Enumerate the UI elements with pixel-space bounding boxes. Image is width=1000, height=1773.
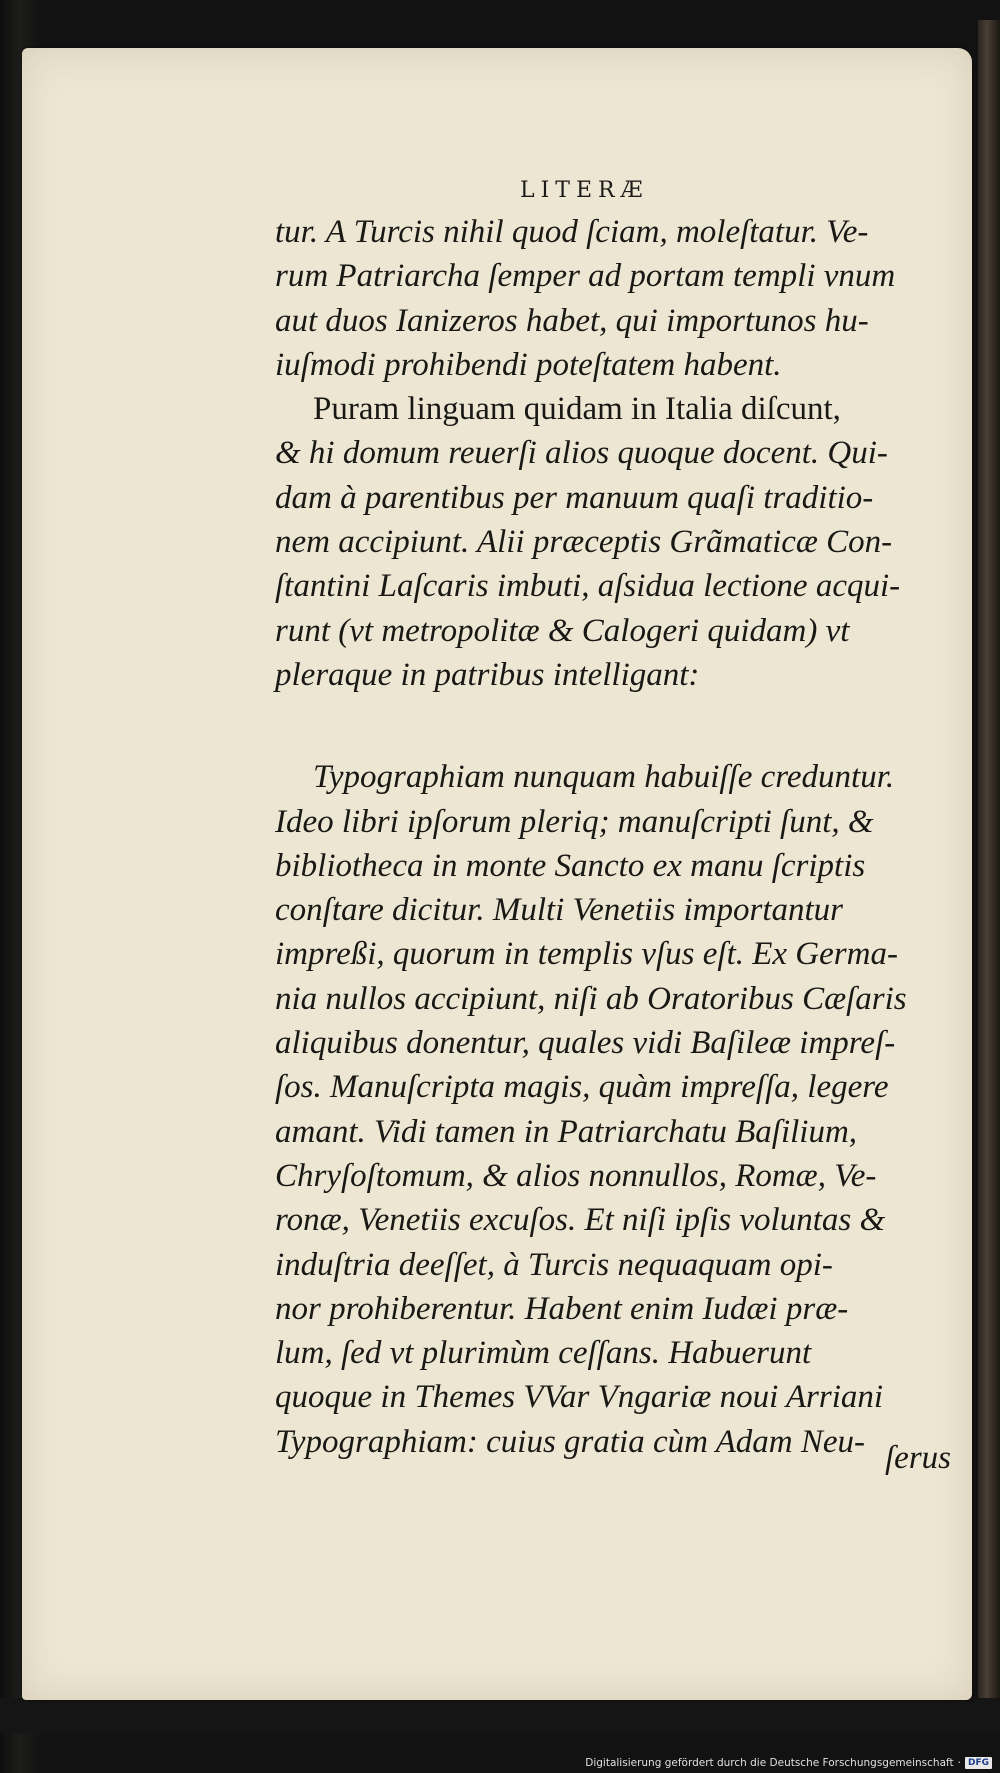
catchword: ſerus	[885, 1440, 951, 1476]
scan-bottom-border	[0, 1698, 1000, 1733]
text-line: ſtantini Laſcaris imbuti, aſsidua lectione acqui-	[275, 568, 901, 605]
running-head: LITERÆ	[520, 178, 649, 203]
text-line: Typographiam nunquam habuiſſe creduntur.	[313, 759, 895, 796]
text-line: tur. A Turcis nihil quod ſciam, moleſtatur. Ve-	[275, 214, 869, 250]
text-line: lum, ſed vt plurimùm ceſſans. Habuerunt	[275, 1335, 812, 1372]
book-edge	[978, 20, 1000, 1720]
text-line: amant. Vidi tamen in Patriarchatu Baſilium,	[275, 1113, 858, 1150]
dfg-logo-icon: DFG	[965, 1757, 992, 1769]
text-line: runt (vt metropolitæ & Calogeri quidam) vt	[275, 612, 850, 649]
text-line: Ideo libri ipſorum pleriq; manuſcripti ſunt, &	[275, 803, 874, 840]
body-text	[275, 210, 955, 1464]
digitization-footer: Digitalisierung gefördert durch die Deutsche Forschungsgemeinschaft · DFG	[585, 1757, 992, 1769]
text-line: Typographiam: cuius gratia cùm Adam Neu-	[275, 1423, 865, 1460]
text-line: conſtare dicitur. Multi Venetiis importantur	[275, 892, 843, 929]
text-line: nem accipiunt. Alii præceptis Grãmaticæ Con-	[275, 524, 893, 561]
text-line: rum Patriarcha ſemper ad portam templi vnum	[275, 258, 896, 295]
text-line: impreßi, quorum in templis vſus eſt. Ex Germa-	[275, 936, 898, 973]
text-line: quoque in Themes VVar Vngariæ noui Arriani	[275, 1379, 884, 1416]
text-line: nor prohiberentur. Habent enim Iudæi præ-	[275, 1290, 849, 1327]
text-line: bibliotheca in monte Sancto ex manu ſcriptis	[275, 847, 866, 884]
footer-text: Digitalisierung gefördert durch die Deutsche Forschungsgemeinschaft	[585, 1757, 954, 1769]
text-line: aut duos Ianizeros habet, qui importunos hu-	[275, 302, 869, 339]
text-line: ronæ, Venetiis excuſos. Et niſi ipſis voluntas &	[275, 1202, 886, 1239]
text-line: ſos. Manuſcripta magis, quàm impreſſa, legere	[275, 1069, 889, 1106]
text-line: Puram linguam quidam in Italia diſcunt,	[313, 391, 841, 428]
text-line: iuſmodi prohibendi poteſtatem habent.	[275, 346, 782, 383]
paragraph-gap	[275, 697, 955, 755]
text-line: induſtria deeſſet, à Turcis nequaquam opi-	[275, 1246, 833, 1283]
text-line: & hi domum reuerſi alios quoque docent. Qui-	[275, 435, 888, 472]
text-line: nia nullos accipiunt, niſi ab Oratoribus Cæſaris	[275, 980, 907, 1017]
text-line: dam à parentibus per manuum quaſi traditio-	[275, 479, 874, 516]
text-line: aliquibus donentur, quales vidi Baſileæ impreſ-	[275, 1025, 896, 1062]
text-line: Chryſoſtomum, & alios nonnullos, Romæ, Ve-	[275, 1157, 877, 1194]
text-line: pleraque in patribus intelligant:	[275, 656, 700, 693]
